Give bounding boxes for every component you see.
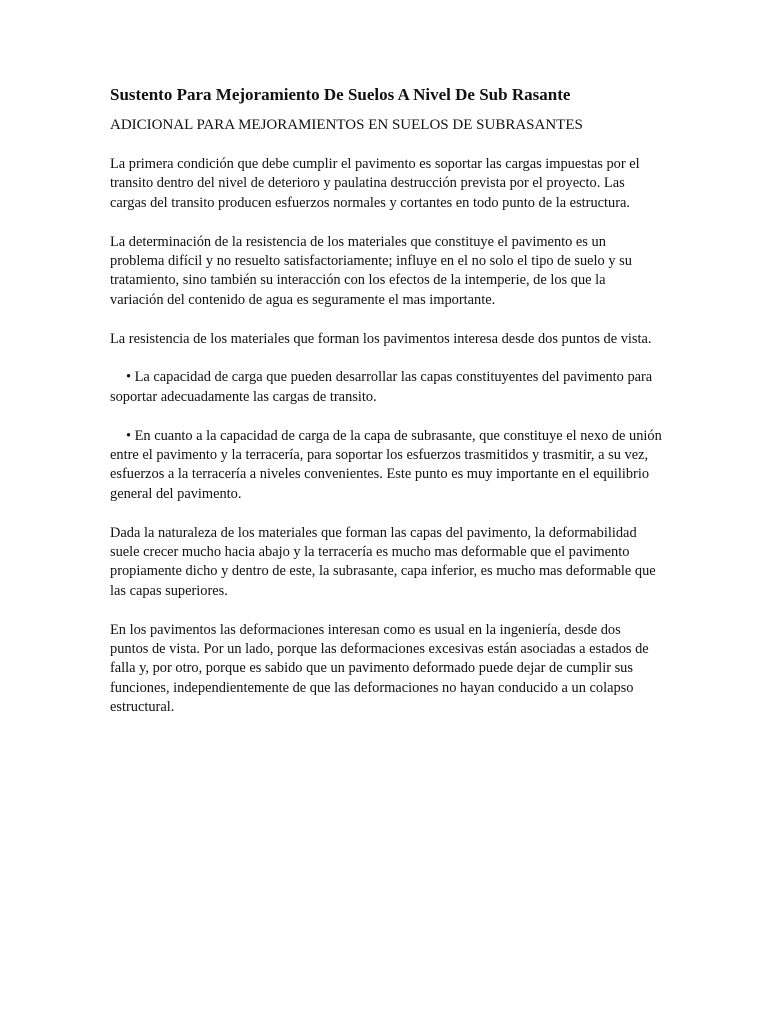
document-title: Sustento Para Mejoramiento De Suelos A Nivel De Sub Rasante: [110, 85, 571, 104]
document-subtitle: ADICIONAL PARA MEJORAMIENTOS EN SUELOS DE SUBRASANTES: [110, 117, 583, 133]
document-page: [110, 84, 662, 737]
paragraph-load-condition: La primera condición que debe cumplir el pavimento es soportar las cargas impuestas por el transito dentro del nivel de deterioro y paulatina destrucción prevista por el proyecto. Las cargas del transito producen esfuerzos normales y cortantes en todo punto de la estructura.: [110, 156, 640, 211]
bullet-load-capacity: • La capacidad de carga que pueden desarrollar las capas constituyentes del pavimento para soportar adecuadamente las cargas de transito.: [110, 369, 653, 405]
bullet-subgrade-capacity: • En cuanto a la capacidad de carga de la capa de subrasante, que constituye el nexo de unión entre el pavimento y la terracería, para soportar los esfuerzos trasmitidos y trasmitir, a su vez, esfuerzos a la terracería a niveles convenientes. Este punto es muy importante en el equilibrio general del pavimento.: [110, 427, 662, 502]
paragraph-material-resistance: La determinación de la resistencia de los materiales que constituye el pavimento es un problema difícil y no resuelto satisfactoriamente; influye en el no solo el tipo de suelo y su tratamiento, sino también su interacción con los efectos de la intemperie, de los que la variación del contenido de agua es seguramente el mas importante.: [110, 233, 632, 308]
paragraph-two-viewpoints: La resistencia de los materiales que forman los pavimentos interesa desde dos puntos de vista.: [110, 330, 652, 347]
paragraph-deformability: Dada la naturaleza de los materiales que forman las capas del pavimento, la deformabilidad suele crecer mucho hacia abajo y la terracería es mucho mas deformable que el pavimento propiamente dicho y dentro de este, la subrasante, capa inferior, es mucho mas deformable que las capas superiores.: [110, 524, 656, 599]
paragraph-deformations: En los pavimentos las deformaciones interesan como es usual en la ingeniería, desde dos puntos de vista. Por un lado, porque las deformaciones excesivas están asociadas a estados de falla y, por otro, porque es sabido que un pavimento deformado puede dejar de cumplir sus funciones, independientemente de que las deformaciones no hayan conducido a un colapso estructural.: [110, 621, 649, 716]
